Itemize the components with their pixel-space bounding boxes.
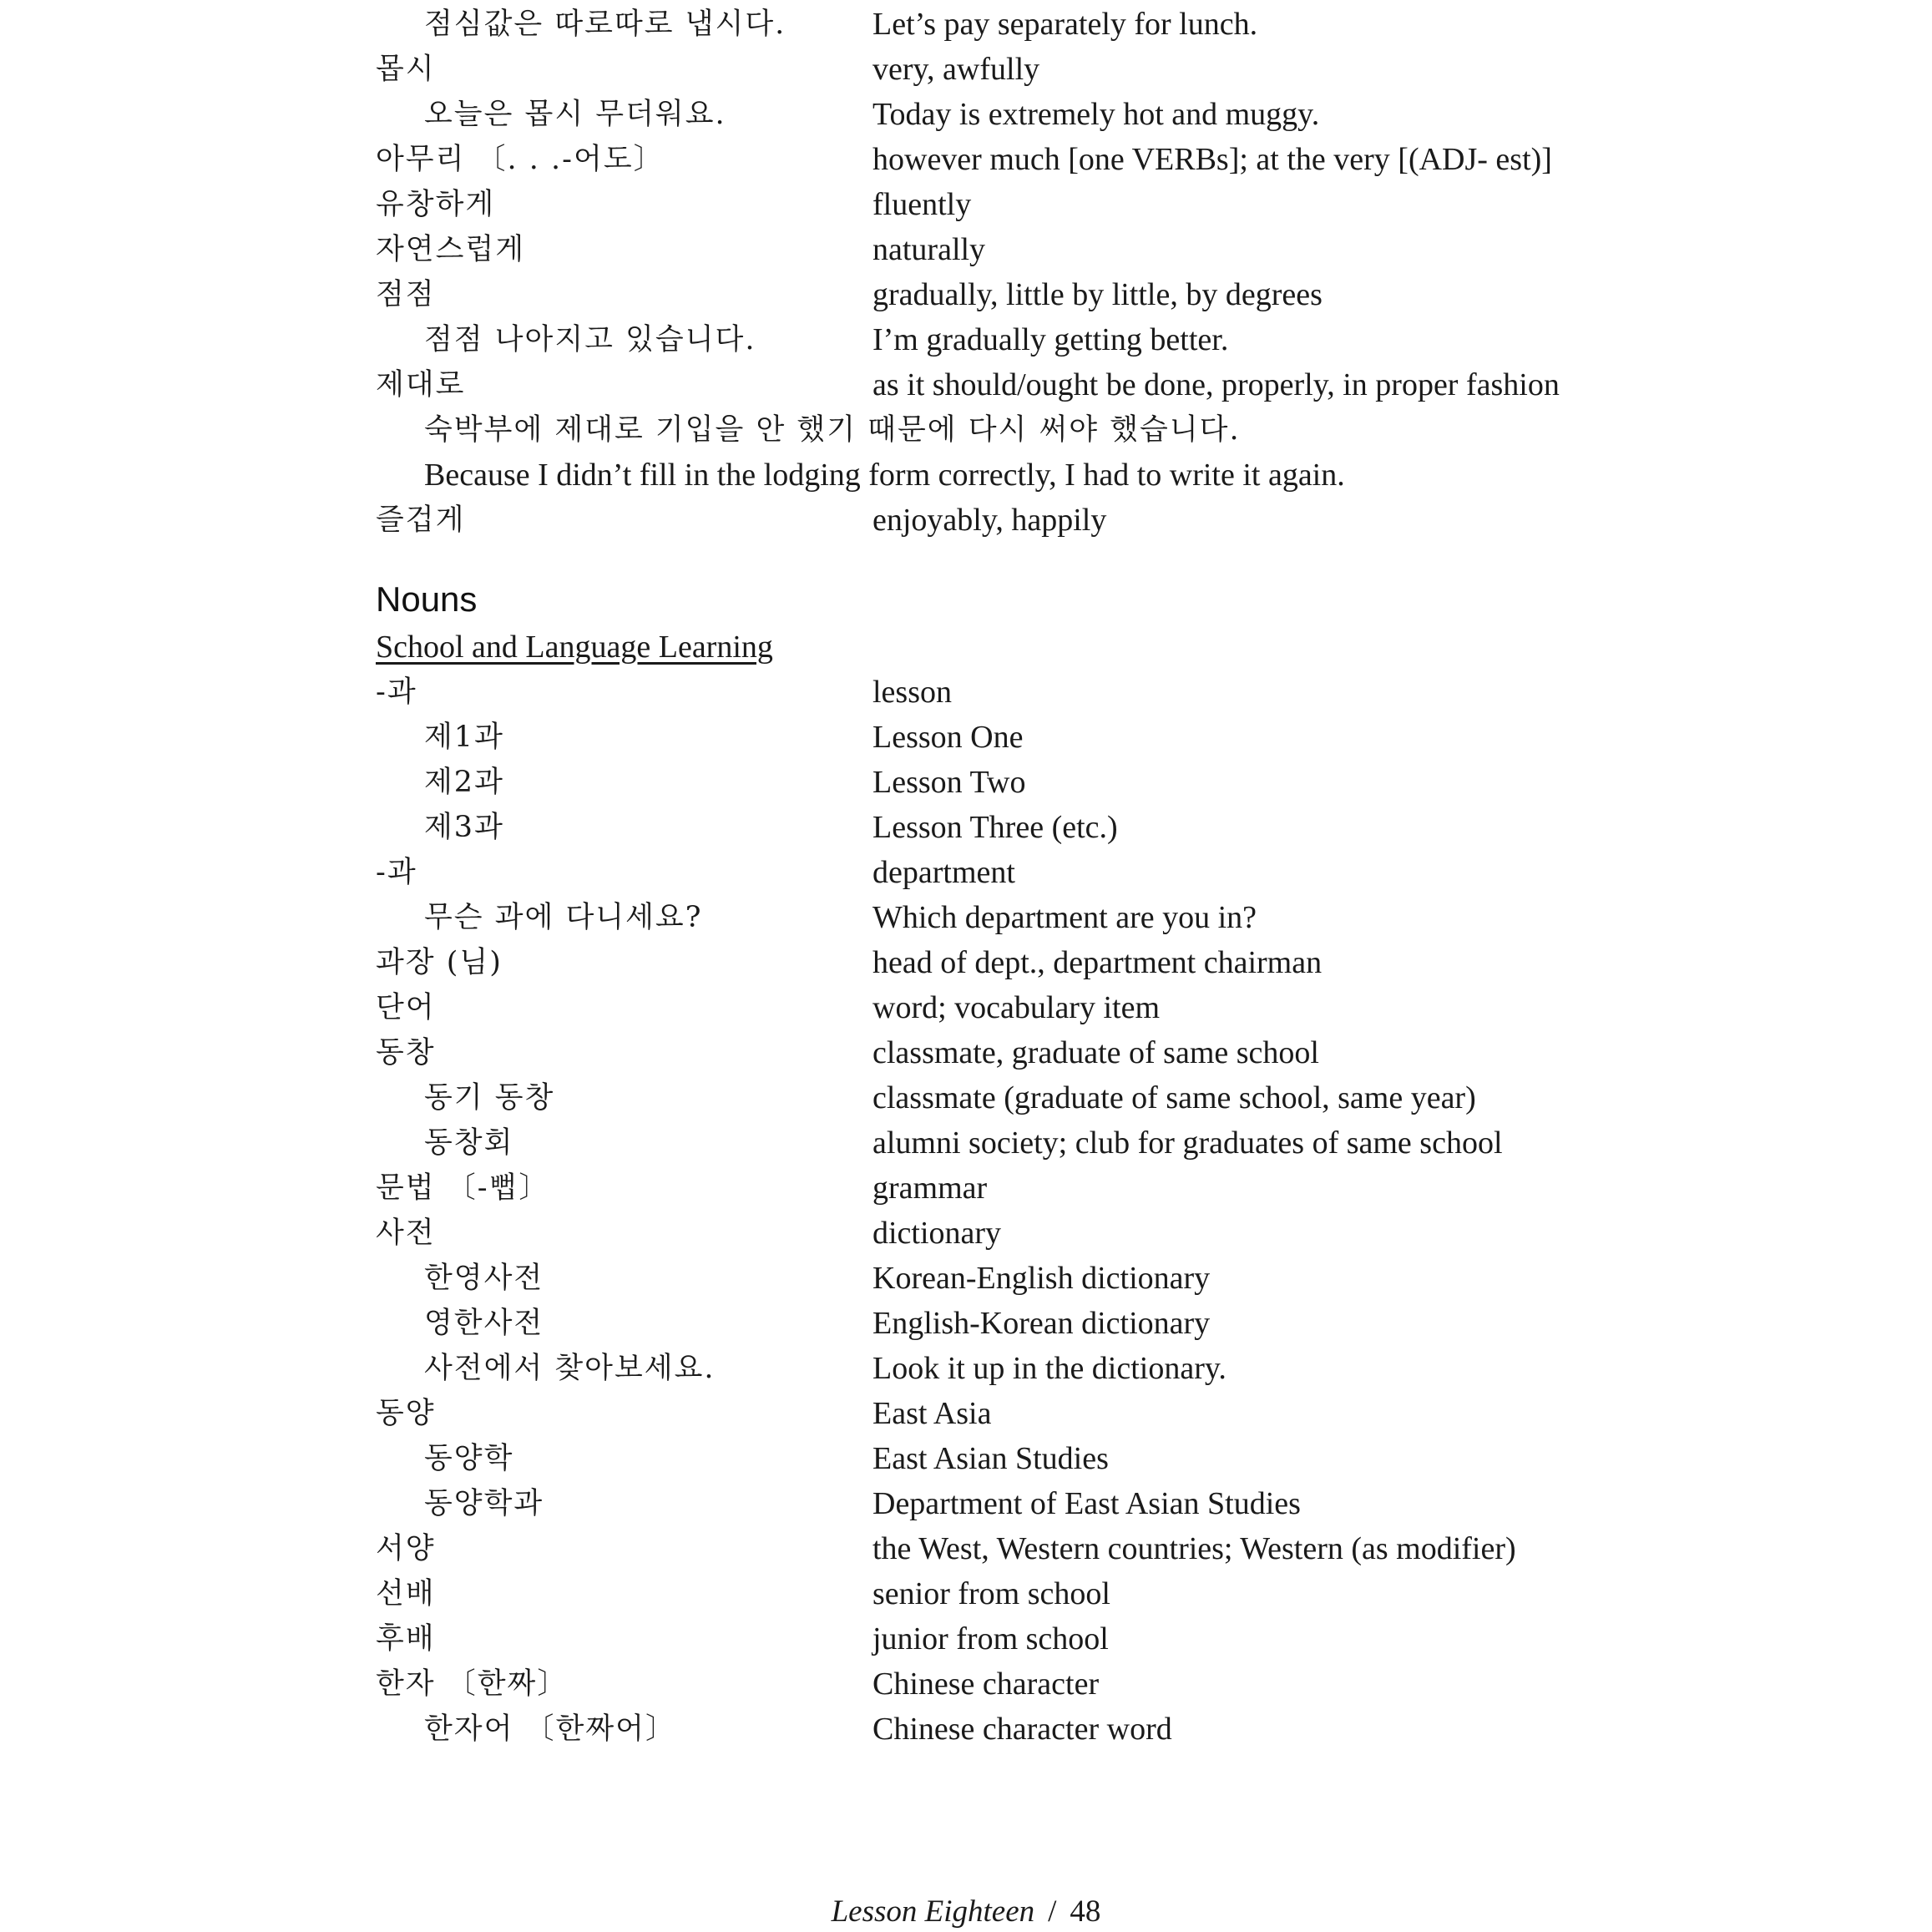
english-gloss: classmate, graduate of same school <box>872 1035 1319 1070</box>
english-gloss: junior from school <box>872 1621 1109 1656</box>
english-gloss: however much [one VERBs]; at the very [(ADJ- est)] <box>872 142 1552 177</box>
vocab-entry <box>0 362 1932 407</box>
korean-term: 단어 <box>376 991 436 1024</box>
korean-term: 과장 (님) <box>376 946 503 979</box>
korean-term: 제대로 <box>376 368 466 402</box>
korean-term: -과 <box>376 675 417 709</box>
korean-example: 점심값은 따로따로 냅시다. <box>424 8 786 41</box>
english-translation: Look it up in the dictionary. <box>872 1351 1226 1386</box>
page-number: 48 <box>1070 1894 1101 1929</box>
korean-example: 한영사전 <box>424 1262 544 1295</box>
korean-term: 한자 〔한짜〕 <box>376 1667 569 1701</box>
english-translation: Korean-English dictionary <box>872 1261 1211 1296</box>
vocab-entry <box>0 1526 1932 1571</box>
vocab-entry <box>0 272 1932 317</box>
korean-term: 아무리 〔. . .-어도〕 <box>376 143 665 176</box>
korean-example: 사전에서 찾아보세요. <box>424 1352 716 1385</box>
vocab-entry <box>0 895 1932 940</box>
korean-term: 후배 <box>376 1622 436 1656</box>
english-gloss: naturally <box>872 232 986 267</box>
english-translation: Department of East Asian Studies <box>872 1486 1301 1521</box>
english-translation: I’m gradually getting better. <box>872 322 1229 357</box>
korean-term: 자연스럽게 <box>376 233 526 266</box>
vocab-entry <box>0 47 1932 92</box>
english-translation: Which department are you in? <box>872 900 1257 935</box>
vocab-entry <box>0 1030 1932 1075</box>
korean-example: 제1과 <box>424 721 504 754</box>
section-subheading: School and Language Learning <box>376 630 773 665</box>
korean-example: 점점 나아지고 있습니다. <box>424 323 756 357</box>
korean-example: 오늘은 몹시 무더워요. <box>424 98 726 131</box>
english-translation: alumni society; club for graduates of same school <box>872 1125 1503 1161</box>
korean-example: 제3과 <box>424 811 504 844</box>
english-gloss: lesson <box>872 675 952 710</box>
english-translation: Lesson One <box>872 720 1024 755</box>
korean-example: 동양학과 <box>424 1487 544 1520</box>
vocab-entry <box>0 1616 1932 1661</box>
korean-term: 문법 〔-뻡〕 <box>376 1171 550 1205</box>
korean-example: 동양학 <box>424 1442 514 1475</box>
english-gloss: Chinese character <box>872 1666 1100 1702</box>
english-translation: East Asian Studies <box>872 1441 1109 1476</box>
english-gloss: as it should/ought be done, properly, in proper fashion <box>872 367 1560 402</box>
english-translation: Lesson Three (etc.) <box>872 810 1118 845</box>
vocab-entry <box>0 1075 1932 1120</box>
vocab-entry <box>0 670 1932 715</box>
english-gloss: enjoyably, happily <box>872 503 1107 538</box>
vocab-entry <box>0 317 1932 362</box>
korean-example: 영한사전 <box>424 1307 544 1340</box>
vocab-entry <box>0 1301 1932 1346</box>
vocab-entry <box>0 1571 1932 1616</box>
english-gloss: grammar <box>872 1171 988 1206</box>
english-gloss: department <box>872 855 1015 890</box>
vocab-entry <box>0 1661 1932 1707</box>
vocab-entry <box>0 805 1932 850</box>
korean-example: 제2과 <box>424 766 504 799</box>
korean-term: 즐겁게 <box>376 503 466 537</box>
vocab-entry <box>0 1211 1932 1256</box>
korean-term: 사전 <box>376 1216 436 1250</box>
english-translation: English-Korean dictionary <box>872 1306 1211 1341</box>
english-translation: Because I didn’t fill in the lodging form correctly, I had to write it again. <box>424 458 1345 493</box>
vocab-entry <box>0 1166 1932 1211</box>
footer-lesson-title: Lesson Eighteen <box>831 1894 1035 1929</box>
vocab-entry <box>0 137 1932 182</box>
korean-term: 점점 <box>376 278 436 311</box>
korean-term: 서양 <box>376 1532 436 1565</box>
english-gloss: gradually, little by little, by degrees <box>872 277 1323 312</box>
vocab-entry <box>0 760 1932 805</box>
english-gloss: dictionary <box>872 1216 1002 1251</box>
english-gloss: word; vocabulary item <box>872 990 1161 1025</box>
korean-example: 무슨 과에 다니세요? <box>424 901 703 934</box>
korean-term: -과 <box>376 856 417 889</box>
english-gloss: head of dept., department chairman <box>872 945 1323 980</box>
vocab-entry <box>0 1481 1932 1526</box>
vocab-entry <box>0 1707 1932 1752</box>
english-translation: Chinese character word <box>872 1712 1172 1747</box>
korean-term: 동창 <box>376 1036 436 1070</box>
english-gloss: the West, Western countries; Western (as modifier) <box>872 1531 1516 1566</box>
vocab-entry <box>0 985 1932 1030</box>
long-example-english-row <box>0 453 1932 498</box>
footer-separator: / <box>1048 1894 1057 1929</box>
english-translation: Today is extremely hot and muggy. <box>872 97 1320 132</box>
page-footer <box>0 1894 1932 1930</box>
vocab-entry <box>0 1391 1932 1436</box>
vocab-entry <box>0 1346 1932 1391</box>
english-gloss: fluently <box>872 187 972 222</box>
english-gloss: East Asia <box>872 1396 992 1431</box>
vocab-entry <box>0 1256 1932 1301</box>
english-translation: Let’s pay separately for lunch. <box>872 7 1258 42</box>
english-gloss: very, awfully <box>872 52 1040 87</box>
english-gloss: senior from school <box>872 1576 1110 1611</box>
vocab-entry <box>0 850 1932 895</box>
english-translation: Lesson Two <box>872 765 1026 800</box>
long-example-korean-row <box>0 407 1932 453</box>
korean-term: 선배 <box>376 1577 436 1611</box>
korean-term: 동양 <box>376 1397 436 1430</box>
korean-term: 몹시 <box>376 53 436 86</box>
section-heading: Nouns <box>376 579 478 619</box>
korean-example: 동기 동창 <box>424 1081 555 1115</box>
korean-example: 동창회 <box>424 1126 514 1160</box>
vocab-entry <box>0 182 1932 227</box>
korean-term: 유창하게 <box>376 188 496 221</box>
vocab-entry <box>0 1436 1932 1481</box>
vocab-entry <box>0 2 1932 47</box>
vocab-entry <box>0 715 1932 760</box>
english-translation: classmate (graduate of same school, same year) <box>872 1080 1476 1115</box>
korean-example: 숙박부에 제대로 기입을 안 했기 때문에 다시 써야 했습니다. <box>424 413 1241 447</box>
vocab-entry <box>0 940 1932 985</box>
vocab-entry <box>0 92 1932 137</box>
vocab-entry <box>0 1120 1932 1166</box>
vocab-entry <box>0 498 1932 543</box>
korean-example: 한자어 〔한짜어〕 <box>424 1712 676 1746</box>
vocab-entry <box>0 227 1932 272</box>
